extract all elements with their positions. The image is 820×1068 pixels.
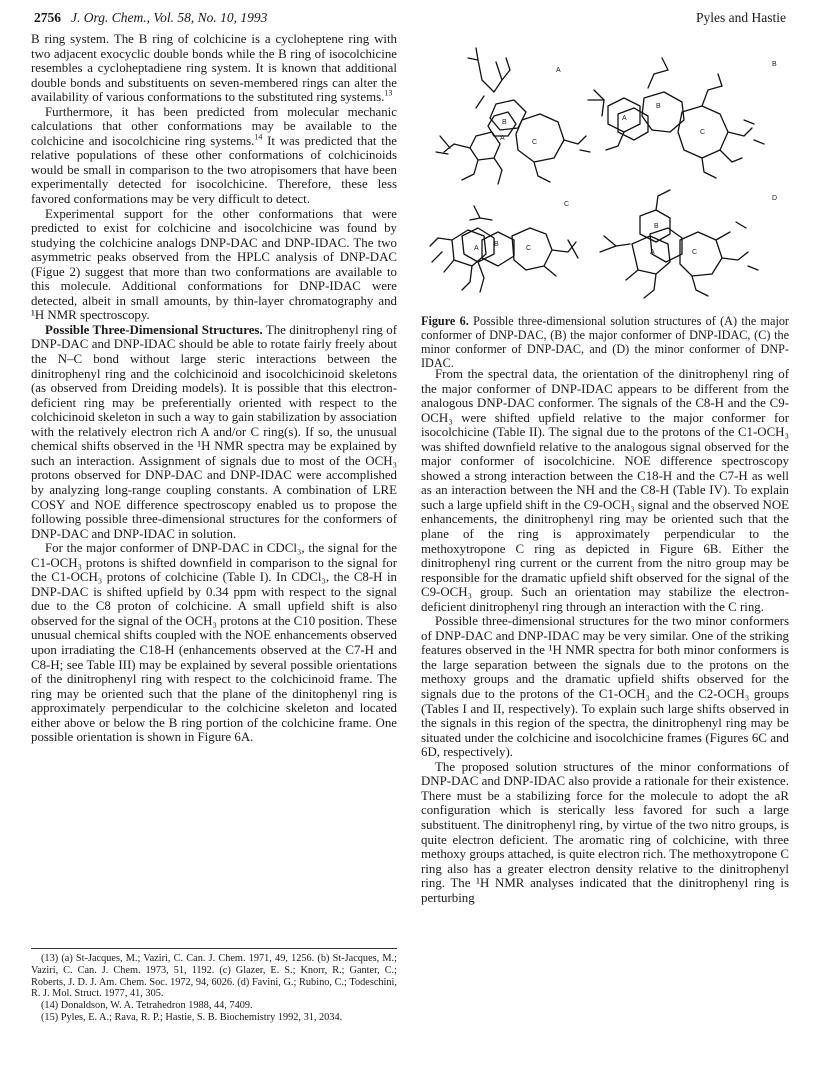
figure-6 [418, 40, 792, 312]
reference-marker: 14 [254, 132, 263, 142]
section-paragraph [31, 323, 397, 541]
ring-label: A [474, 245, 479, 252]
ring-label: A [622, 115, 627, 122]
ring-label: C [692, 249, 698, 256]
paragraph [31, 32, 397, 105]
paragraph: From the spectral data, the orientation of the dinitrophenyl ring of the major conformer of DNP-IDAC appears to be different from the analogous DNP-DAC conformer. The signals of the C8-H and the C9-OCH₃ were shifted upfield relative to the major conformer for isocolchicine (Table II). The signal due to the protons of the C1-OCH₃ was shifted downfield relative to the analogous signal observed for the major conformer of isocolchicine. NOE difference spectroscopy showed a strong interaction between the C18-H and the C7-H as well as an interaction between the NH and the C8-H (Table IV). To explain such a large upfield shift in the C9-OCH₃ signal and the observed NOE enhancements, the dinitrophenyl ring may be oriented such that the plane of the ring is approximately perpendicular to the methoxytropone C ring as depicted in Figure 6B. Either the dinitrophenyl ring current or the current from the nitro group may be responsible for the dramatic upfield shift observed for the signal of the C9-OCH₃ group. Such an orientation may stabilize the electron-deficient dinitrophenyl ring through an interaction with the C ring. [421, 367, 789, 614]
journal-citation: J. Org. Chem., Vol. 58, No. 10, 1993 [71, 10, 268, 25]
ring-label: B [502, 119, 507, 126]
panel-label-d: D [772, 195, 778, 202]
footnote: (15) Pyles, E. A.; Rava, R. P.; Hastie, S. B. Biochemistry 1992, 31, 2034. [41, 1011, 343, 1023]
paragraph: Possible three-dimensional structures for the two minor conformers of DNP-DAC and DNP-IDAC may be very similar. One of the striking features observed in the ¹H NMR spectra for both minor conformers is the large separation between the signals due to the protons on the methoxy groups and the dramatic upfield shifts observed for the signals due to the protons of the C1-OCH₃ and the C2-OCH₃ groups (Tables I and II, respectively). To explain such large shifts observed in the signals in this region of the spectra, the dinitrophenyl ring may be situated under the colchicine and isocolchicine frames (Figures 6C and 6D, respectively). [421, 614, 789, 760]
paragraph-text: B ring system. The B ring of colchicine is a cycloheptene ring with two adjacent exocyclic double bonds while the B ring of isocolchicine resembles a cycloheptadiene ring system. It is known that additional double bonds and substituents on seven-membered rings can alter the availability of various conformations to the substituted ring systems. [31, 32, 397, 105]
footnotes [31, 948, 397, 1024]
ring-label: B [656, 103, 661, 110]
panel-label-a: A [556, 67, 561, 74]
ring-label: B [654, 223, 659, 230]
paragraph-text: The dinitrophenyl ring of DNP-DAC and DNP-IDAC should be able to rotate fairly freely about the N–C bond without large steric interactions between the dinitrophenyl ring and the colchicinoid and isocolchicinoid skeletons (as observed from Dreiding models). It is possible that this electron-deficient ring may be preferentially oriented with respect to the colchicinoid skeleton in such a way to gain stabilization by association with the relatively electron rich A and/or C ring(s). If so, the unusual chemical shifts observed in the ¹H NMR spectra may be explained by such an interaction. Assignment of signals due to most of the OCH₃ protons observed for DNP-DAC and DNP-IDAC were accomplished by analyzing long-range coupling constants. A combination of LRE COSY and NOE difference spectroscopy enabled us to propose the following possible three-dimensional structures for the conformers of DNP-DAC and DNP-IDAC in solution. [31, 322, 397, 541]
footnote: (14) Donaldson, W. A. Tetrahedron 1988, 44, 7409. [41, 1000, 253, 1012]
header-left [34, 10, 267, 26]
paragraph [31, 105, 397, 207]
page-number: 2756 [34, 10, 61, 25]
structure-a [436, 48, 590, 184]
paragraph: For the major conformer of DNP-DAC in CDCl₃, the signal for the C1-OCH₃ protons is shifted downfield in comparison to the signal for the C1-OCH₃ protons of colchicine (Table I). In CDCl₃, the C8-H in DNP-DAC is shifted upfield by 0.34 ppm with respect to the signal due to the C8 proton of colchicine. A small upfield shift is also observed for the signal of the OCH₃ protons at the C10 position. These unusual chemical shifts coupled with the NOE enhancements observed upon irradiating the C18-H (enhancements observed at the C7-H and C8-H; see Table III) may be explained by several possible orientations of the dinitrophenyl ring with respect to the colchicinoid frame. The ring may be oriented such that the plane of the dinitophenyl ring is approximately perpendicular to the colchicine skeleton and located either above or below the B ring portion of the colchicine frame. One possible orientation is shown in Figure 6A. [31, 541, 397, 745]
structure-d [600, 190, 758, 298]
figure-label: Figure 6. [421, 314, 469, 328]
section-heading: Possible Three-Dimensional Structures. [45, 322, 263, 337]
right-column [421, 367, 789, 905]
panel-label-c: C [564, 201, 570, 208]
paragraph-text: Furthermore, it has been predicted from molecular mechanic calculations that other conformations may be available to the colchicine and isocolchicine ring systems. [31, 104, 397, 148]
molecular-structures-drawing [418, 40, 792, 312]
ring-label: C [532, 139, 538, 146]
ring-label: C [526, 245, 532, 252]
running-header [34, 10, 786, 32]
figure-caption [421, 315, 789, 371]
ring-label: A [500, 135, 505, 142]
paragraph-text: It was predicted that the relative populations of these other conformations of colchicinoids would be small in comparison to the two atropisomers that have been experimentally detected for isocolchicine. Therefore, these less favored conformations may be very difficult to detect. [31, 133, 397, 207]
ring-label: C [700, 129, 706, 136]
panel-label-b: B [772, 61, 777, 68]
paragraph: Experimental support for the other conformations that were predicted to exist for colchicine and isocolchicine was found by studying the colchicine analogs DNP-DAC and DNP-IDAC. The two asymmetric peaks observed from the HPLC analysis of DNP-DAC (Figue 2) suggest that more than two conformations are available to this molecule. Additional conformations for DNP-IDAC were detected, albeit in small amounts, by thin-layer chromatography and ¹H NMR spectroscopy. [31, 206, 397, 323]
footnote: (13) (a) St-Jacques, M.; Vaziri, C. Can. J. Chem. 1971, 49, 1256. (b) St-Jacques, M.; Vaziri, C. Can. J. Chem. 1973, 51, 1192. (c) Glazer, E. S.; Knorr, R.; Ganter, C.; Roberts, J. D. J. Am. Chem. Soc. 1972, 94, 6026. (d) Favini, G.; Rubino, C.; Todeschini, R. J. Mol. Struct. 1977, 41, 305. [31, 953, 397, 1000]
paragraph: The proposed solution structures of the minor conformations of DNP-DAC and DNP-IDAC also provide a rationale for their existence. There must be a stabilizing force for the molecule to adopt the aR configuration which is sterically less favored for such a large substituent. The dinitrophenyl ring, by virtue of the two nitro groups, is quite electron deficient. The aromatic ring of colchicine, with three methoxy groups attached, is quite electron rich. The methoxytropone C ring also has a greater electron density relative to the dinitrophenyl ring. The ¹H NMR analyses indicated that the dinitrophenyl ring is perturbing [421, 759, 789, 905]
structure-b [588, 58, 764, 178]
structure-c [430, 206, 578, 292]
reference-marker: 13 [384, 88, 393, 98]
header-authors: Pyles and Hastie [696, 10, 786, 25]
ring-label: B [494, 241, 499, 248]
left-column [31, 32, 397, 745]
caption-text: Possible three-dimensional solution structures of (A) the major conformer of DNP-DAC, (B) the major conformer of DNP-IDAC, (C) the minor conformer of DNP-DAC, and (D) the minor conformer of DNP-IDAC. [421, 314, 789, 370]
ring-label: A [650, 249, 655, 256]
